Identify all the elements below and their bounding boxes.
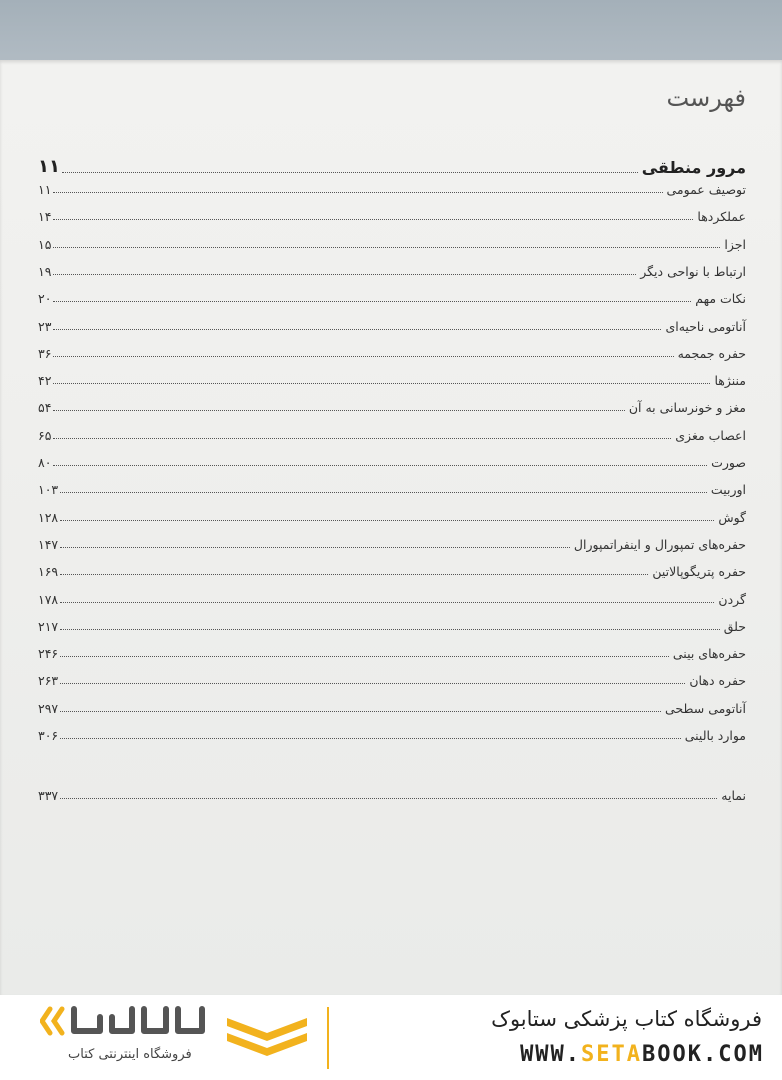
toc-entry	[38, 209, 746, 224]
toc-entry-page: ۲۱۷	[38, 618, 59, 634]
toc-entry-title: نمایه	[721, 788, 746, 803]
toc-entry-page: ۱۱	[38, 156, 60, 177]
toc-entry	[38, 400, 746, 415]
logo-subtitle: فروشگاه اینترنتی کتاب	[68, 1047, 192, 1062]
toc-entry	[38, 646, 746, 661]
toc-entry-title: توصیف عمومی	[666, 182, 746, 197]
toc-entry-title: گردن	[718, 591, 746, 607]
dot-leader	[60, 737, 681, 739]
toc-entry-page: ۱۲۸	[38, 509, 59, 525]
toc-entry-page: ۴۲	[38, 373, 52, 389]
toc-entry-title: حلق	[723, 618, 746, 634]
toc-entry-page: ۶۵	[38, 427, 52, 443]
toc-entry	[38, 237, 746, 252]
toc-entry-page: ۱۷۸	[38, 591, 59, 607]
setabook-logo	[40, 999, 210, 1043]
toc-main-entry	[38, 156, 746, 177]
toc-entry-title: آناتومی سطحی	[665, 700, 746, 716]
toc-entry-page: ۱۱	[38, 182, 52, 197]
toc-entry-page: ۲۳	[38, 318, 52, 334]
toc-entry-page: ۱۶۹	[38, 564, 59, 580]
store-name: فروشگاه کتاب پزشکی ستابوک	[491, 1007, 762, 1031]
url-highlight: SETA	[581, 1042, 643, 1067]
toc-entry-title: اجزا	[724, 236, 746, 252]
toc-entry-page: ۲۹۷	[38, 700, 59, 716]
dot-leader	[53, 355, 673, 357]
toc-entry	[38, 673, 746, 688]
dot-leader	[53, 382, 710, 384]
toc-entry-title: اوربیت	[710, 482, 746, 498]
dot-leader	[53, 300, 691, 302]
toc-entry-page: ۳۶	[38, 345, 52, 361]
footer-divider	[327, 1007, 329, 1069]
toc-entry	[38, 510, 746, 525]
dot-leader	[60, 682, 685, 684]
toc-entry-title: مرور منطقی	[641, 158, 746, 177]
toc-entry	[38, 728, 746, 743]
toc-title: فهرست	[666, 84, 746, 112]
toc-entry-title: حفره جمجمه	[677, 345, 746, 361]
toc-entry-page: ۱۰۳	[38, 482, 59, 498]
toc-entry-page: ۵۴	[38, 400, 52, 416]
toc-entry-title: نکات مهم	[695, 291, 746, 307]
toc-entry	[38, 537, 746, 552]
toc-entry	[38, 455, 746, 470]
toc-entry-title: آناتومی ناحیه‌ای	[665, 318, 746, 334]
toc-entry-page: ۸۰	[38, 455, 52, 470]
url-suffix: BOOK.COM	[642, 1042, 764, 1067]
dot-leader	[60, 601, 714, 603]
toc-entry	[38, 701, 746, 716]
toc-entry-page: ۱۴۷	[38, 536, 59, 552]
dot-leader	[60, 573, 648, 575]
url-prefix: WWW.	[520, 1042, 582, 1067]
toc-entry-title: مننژها	[714, 373, 746, 389]
dot-leader	[60, 797, 717, 799]
toc-entry-page: ۳۳۷	[38, 788, 59, 803]
dot-leader	[62, 171, 638, 173]
dot-leader	[53, 328, 661, 330]
toc-index-entry	[38, 788, 746, 803]
dot-leader	[60, 628, 720, 630]
toc-entry-title: صورت	[711, 455, 746, 470]
toc-entry-title: حفره‌های بینی	[672, 646, 746, 662]
chevron-logo-icon	[222, 1013, 312, 1063]
toc-entry	[38, 319, 746, 334]
toc-entry-title: عملکردها	[697, 209, 746, 225]
dot-leader	[53, 409, 624, 411]
toc-entry	[38, 182, 746, 197]
toc-entry	[38, 428, 746, 443]
dot-leader	[53, 273, 636, 275]
dot-leader	[60, 546, 570, 548]
dot-leader	[60, 491, 707, 493]
toc-entry	[38, 564, 746, 579]
toc-entry-title: حفره دهان	[689, 673, 746, 689]
book-page	[0, 60, 782, 995]
store-url[interactable]	[520, 1042, 764, 1067]
toc-entry-page: ۲۰	[38, 291, 52, 307]
toc-entry	[38, 592, 746, 607]
toc-entry-page: ۱۹	[38, 263, 52, 279]
dot-leader	[53, 218, 693, 220]
toc-entry-title: حفره‌های تمپورال و اینفراتمپورال	[573, 536, 746, 552]
toc-entry	[38, 291, 746, 306]
dot-leader	[60, 519, 714, 521]
toc-entry-title: اعصاب مغزی	[675, 427, 746, 443]
toc-entry-page: ۲۶۳	[38, 673, 59, 689]
dot-leader	[53, 437, 671, 439]
dot-leader	[60, 655, 669, 657]
toc-entry	[38, 346, 746, 361]
toc-entry-title: مغز و خونرسانی به آن	[628, 400, 746, 416]
toc-entry-page: ۱۴	[38, 209, 52, 225]
toc-entry-title: گوش	[718, 509, 746, 525]
toc-entry	[38, 482, 746, 497]
footer-banner	[0, 995, 782, 1080]
toc-entry-page: ۳۰۶	[38, 728, 59, 743]
toc-entry	[38, 373, 746, 388]
dot-leader	[53, 464, 707, 466]
toc-entry	[38, 264, 746, 279]
toc-entry-page: ۲۴۶	[38, 646, 59, 662]
dot-leader	[60, 710, 661, 712]
background-band	[0, 0, 782, 62]
toc-entry-title: موارد بالینی	[684, 728, 746, 743]
dot-leader	[53, 191, 662, 193]
toc-entry-title: حفره پتریگوپالاتین	[652, 564, 746, 580]
toc-entry	[38, 619, 746, 634]
dot-leader	[53, 246, 720, 248]
toc-entry-title: ارتباط با نواحی دیگر	[640, 263, 746, 279]
toc-entry-page: ۱۵	[38, 236, 52, 252]
